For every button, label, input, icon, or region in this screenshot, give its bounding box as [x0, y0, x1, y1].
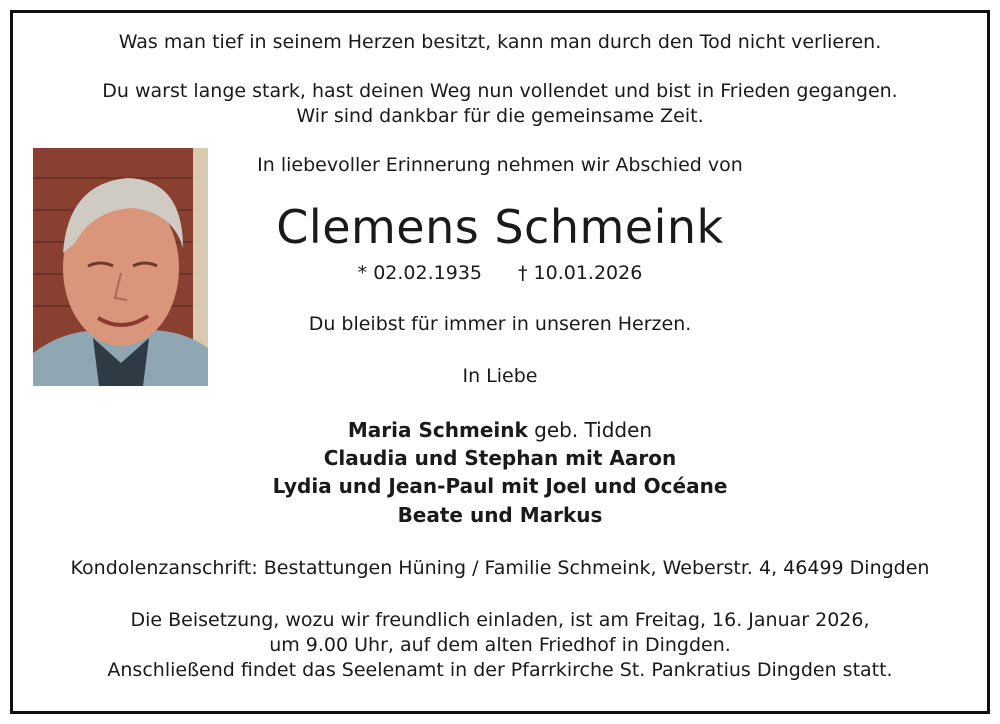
quote-text: Was man tief in seinem Herzen besitzt, kann man durch den Tod nicht verlieren.	[118, 31, 882, 53]
in-love-text: In Liebe	[462, 365, 538, 387]
mourner-line	[13, 418, 987, 442]
mourner-bold: Maria Schmeink	[347, 418, 528, 442]
mourner-line: Lydia und Jean-Paul mit Joel und Océane	[272, 474, 728, 498]
tribute-line-1: Du warst lange stark, hast deinen Weg nun vollendet und bist in Frieden gegangen.	[102, 80, 898, 102]
mourner-line: Beate und Markus	[397, 503, 603, 527]
funeral-line-2: um 9.00 Uhr, auf dem alten Friedhof in Dingden.	[269, 634, 731, 656]
birth-date: * 02.02.1935	[357, 262, 482, 284]
funeral-line-1: Die Beisetzung, wozu wir freundlich einladen, ist am Freitag, 16. Januar 2026,	[130, 609, 870, 631]
motto-text: Du bleibst für immer in unseren Herzen.	[308, 313, 692, 335]
tribute-line-2: Wir sind dankbar für die gemeinsame Zeit.	[296, 105, 704, 127]
mourner-line: Claudia und Stephan mit Aaron	[323, 446, 677, 470]
death-date: † 10.01.2026	[518, 262, 643, 284]
funeral-line-3: Anschließend findet das Seelenamt in der Pfarrkirche St. Pankratius Dingden statt.	[107, 659, 893, 681]
condolence-address: Kondolenzanschrift: Bestattungen Hüning / Familie Schmeink, Weberstr. 4, 46499 Dingden	[70, 557, 930, 579]
life-dates	[13, 262, 987, 284]
deceased-name: Clemens Schmeink	[276, 200, 724, 254]
mourner-normal: geb. Tidden	[527, 418, 653, 442]
obituary-card	[10, 10, 990, 714]
intro-text: In liebevoller Erinnerung nehmen wir Abschied von	[257, 154, 743, 176]
